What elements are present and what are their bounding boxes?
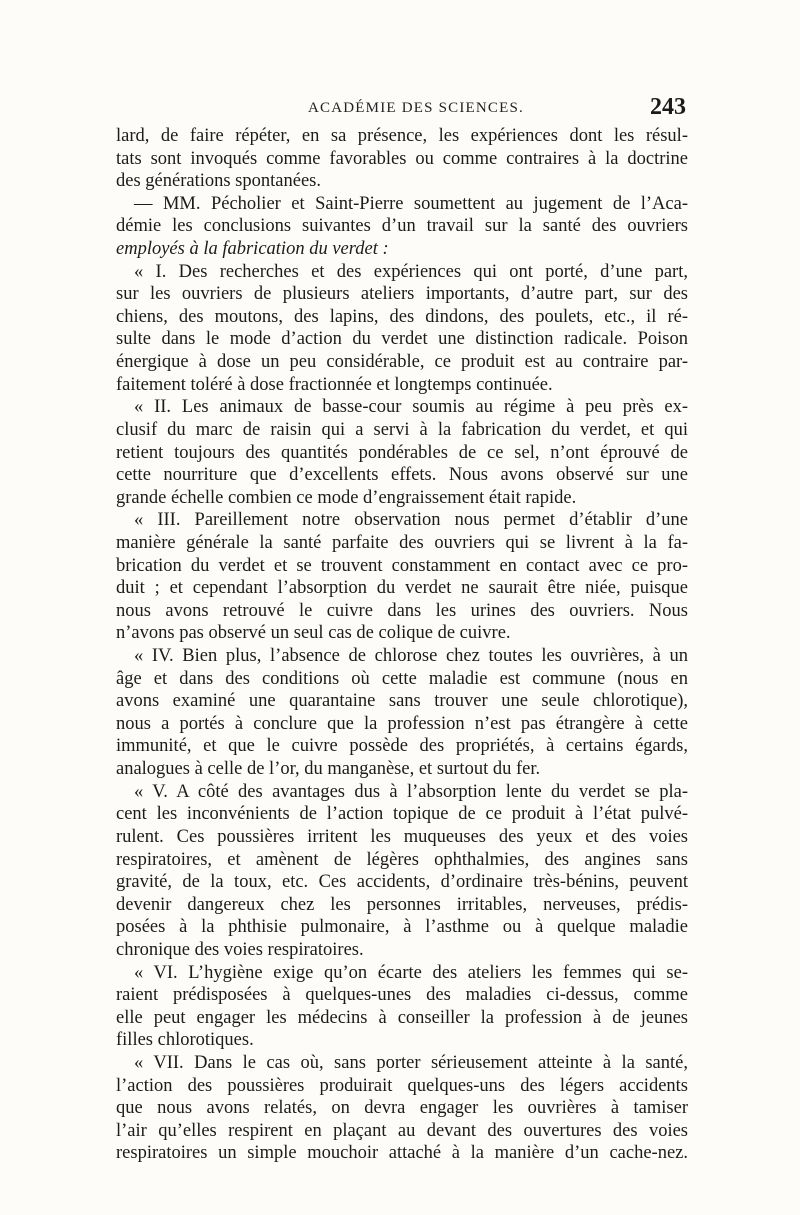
text-line: sulte dans le mode d’action du verdet une distinction radicale. Poison bbox=[116, 329, 688, 350]
text-line: raient prédisposées à quelques-unes des maladies ci-dessus, comme bbox=[116, 985, 688, 1006]
text-line: « IV. Bien plus, l’absence de chlorose chez toutes les ouvrières, à un bbox=[134, 646, 688, 667]
text-line: nous avons retrouvé le cuivre dans les urines des ouvriers. Nous bbox=[116, 600, 688, 621]
text-line: filles chlorotiques. bbox=[116, 1030, 254, 1051]
running-head: ACADÉMIE DES SCIENCES. bbox=[308, 100, 524, 116]
text-line: « V. A côté des avantages dus à l’absorption lente du verdet se pla- bbox=[134, 781, 688, 802]
text-line: brication du verdet et se trouvent constamment en contact avec ce pro- bbox=[116, 555, 688, 576]
text-line: « VI. L’hygiène exige qu’on écarte des ateliers les femmes qui se- bbox=[134, 962, 688, 983]
text-line: cent les inconvénients de l’action topique de ce produit à l’état pulvé- bbox=[116, 804, 688, 825]
body-text bbox=[116, 125, 688, 1165]
text-line: « II. Les animaux de basse-cour soumis au régime à peu près ex- bbox=[134, 397, 688, 418]
text-line: manière générale la santé parfaite des ouvriers qui se livrent à la fa- bbox=[116, 532, 688, 553]
text-line: duit ; et cependant l’absorption du verdet ne saurait être niée, puisque bbox=[116, 578, 688, 599]
text-line: énergique à dose un peu considérable, ce produit est au contraire par- bbox=[116, 352, 688, 373]
text-line: devenir dangereux chez les personnes irritables, nerveuses, prédis- bbox=[116, 894, 688, 915]
text-line: l’action des poussières produirait quelques-uns des légers accidents bbox=[116, 1075, 688, 1096]
text-line: posées à la phthisie pulmonaire, à l’asthme ou à quelque maladie bbox=[116, 917, 688, 938]
text-line: analogues à celle de l’or, du manganèse, et surtout du fer. bbox=[116, 759, 541, 780]
text-line: faitement toléré à dose fractionnée et longtemps continuée. bbox=[116, 374, 553, 395]
text-line: démie les conclusions suivantes d’un travail sur la santé des ouvriers bbox=[116, 216, 688, 237]
text-line: nous a portés à conclure que la profession n’est pas étrangère à cette bbox=[116, 713, 688, 734]
text-line: respiratoires, et amènent de légères ophthalmies, des angines sans bbox=[116, 849, 688, 870]
text-line: n’avons pas observé un seul cas de colique de cuivre. bbox=[116, 623, 511, 644]
text-line: lard, de faire répéter, en sa présence, les expériences dont les résul- bbox=[116, 126, 688, 146]
text-line: immunité, et que le cuivre possède des propriétés, à certains égards, bbox=[116, 736, 688, 757]
text-line: tats sont invoqués comme favorables ou comme contraires à la doctrine bbox=[116, 148, 688, 169]
text-line: « I. Des recherches et des expériences qui ont porté, d’une part, bbox=[134, 261, 688, 282]
text-line: avons examiné une quarantaine sans trouver une seule chlorotique), bbox=[116, 691, 688, 712]
page-number: 243 bbox=[650, 94, 686, 120]
text-line: retient toujours des quantités pondérables de ce sel, n’ont éprouvé de bbox=[116, 442, 688, 463]
text-line: « III. Pareillement notre observation nous permet d’établir d’une bbox=[134, 510, 688, 531]
text-line: que nous avons relatés, on devra engager les ouvrières à tamiser bbox=[116, 1098, 688, 1119]
text-line: — MM. Pécholier et Saint-Pierre soumettent au jugement de l’Aca- bbox=[134, 193, 688, 214]
text-line: gravité, de la toux, etc. Ces accidents, d’ordinaire très-bénins, peuvent bbox=[116, 872, 688, 893]
text-line: elle peut engager les médecins à conseiller la profession à de jeunes bbox=[116, 1007, 688, 1028]
text-line: respiratoires un simple mouchoir attaché à la manière d’un cache-nez. bbox=[116, 1143, 688, 1164]
text-line: âge et dans des conditions où cette maladie est commune (nous en bbox=[116, 668, 688, 689]
text-line: des générations spontanées. bbox=[116, 171, 321, 192]
text-line: sur les ouvriers de plusieurs ateliers importants, d’autre part, sur des bbox=[116, 284, 688, 305]
text-line: employés à la fabrication du verdet : bbox=[116, 239, 389, 260]
text-line: l’air qu’elles respirent en plaçant au devant des ouvertures des voies bbox=[116, 1120, 688, 1141]
text-line: rulent. Ces poussières irritent les muqueuses des yeux et des voies bbox=[116, 826, 688, 847]
page-header bbox=[118, 94, 686, 126]
text-line: clusif du marc de raisin qui a servi à la fabrication du verdet, et qui bbox=[116, 419, 688, 440]
text-line: cette nourriture que d’excellents effets. Nous avons observé sur une bbox=[116, 465, 688, 486]
text-line: chiens, des moutons, des lapins, des dindons, des poulets, etc., il ré- bbox=[116, 306, 688, 327]
text-line: « VII. Dans le cas où, sans porter sérieusement atteinte à la santé, bbox=[134, 1052, 688, 1073]
text-line: chronique des voies respiratoires. bbox=[116, 939, 364, 960]
text-line: grande échelle combien ce mode d’engraissement était rapide. bbox=[116, 487, 577, 508]
